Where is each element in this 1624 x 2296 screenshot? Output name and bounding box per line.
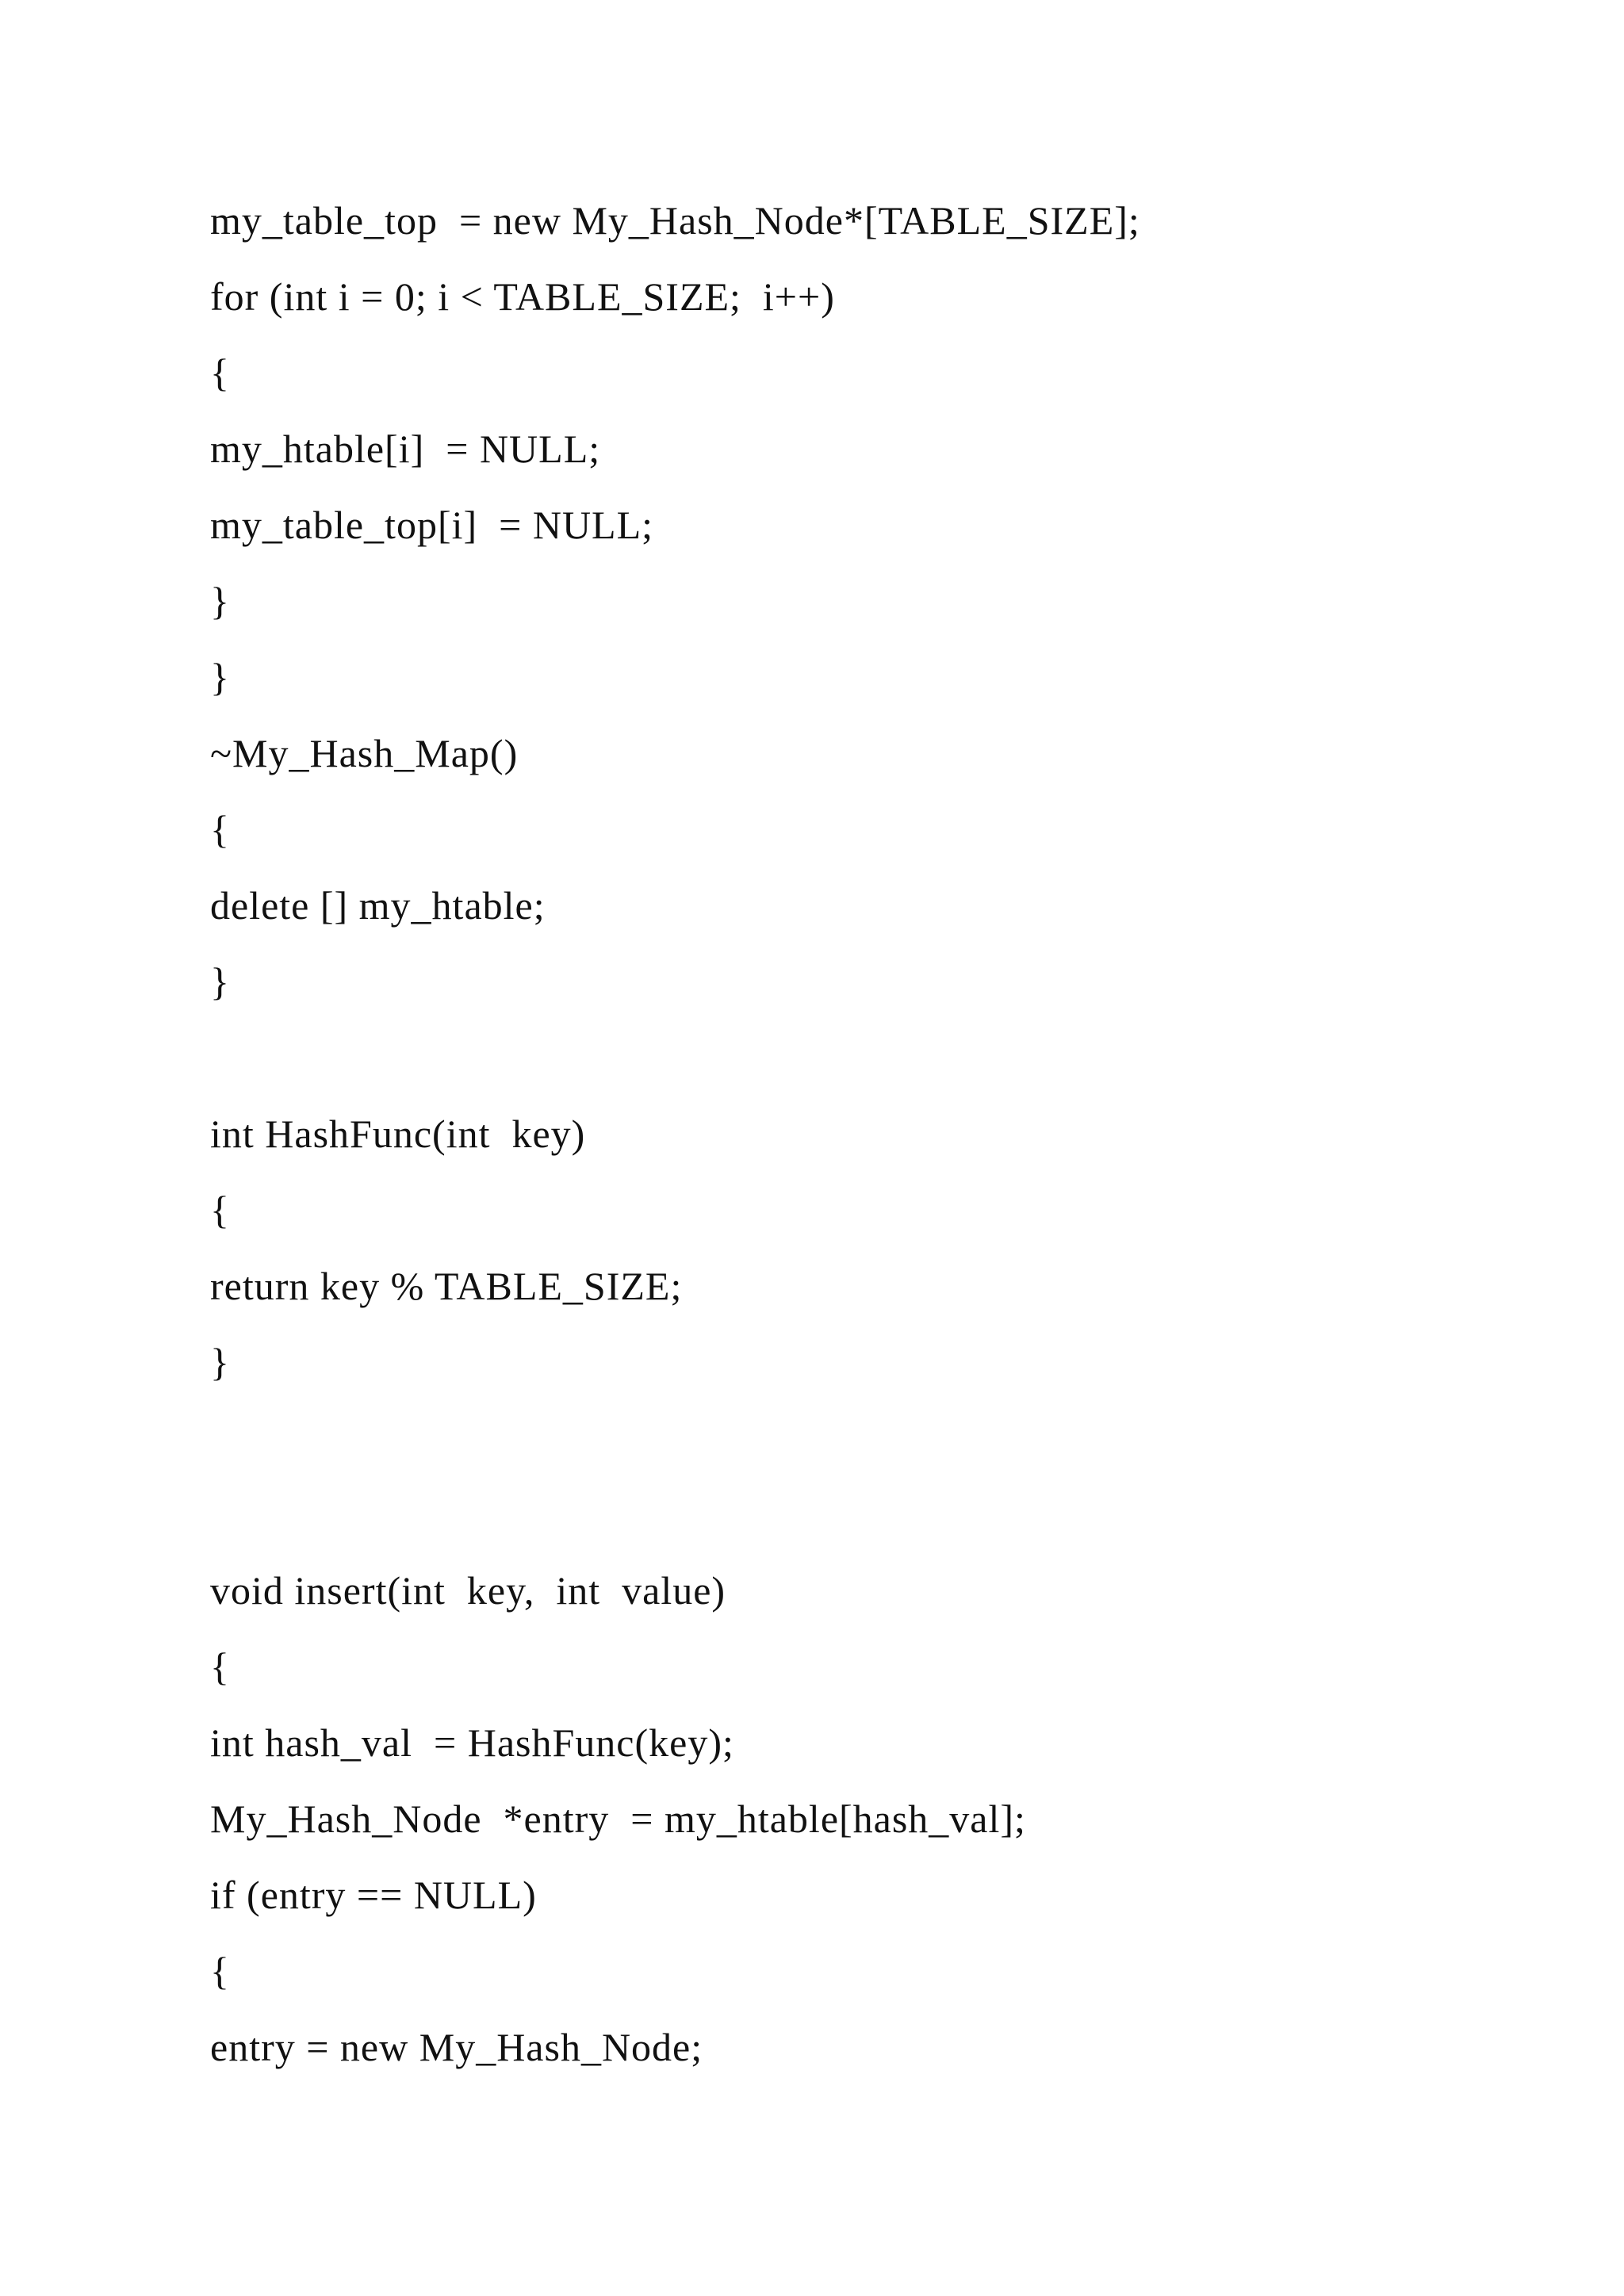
code-line-10: delete [] my_htable; bbox=[210, 883, 546, 928]
code-line-21: { bbox=[210, 1949, 230, 1993]
code-line-5: my_table_top[i] = NULL; bbox=[210, 503, 654, 547]
code-line-1: my_table_top = new My_Hash_Node*[TABLE_SIZE]; bbox=[210, 198, 1140, 243]
code-line-4: my_htable[i] = NULL; bbox=[210, 427, 601, 471]
code-line-7: } bbox=[210, 655, 230, 699]
code-line-19: My_Hash_Node *entry = my_htable[hash_val]; bbox=[210, 1797, 1026, 1841]
code-line-22: entry = new My_Hash_Node; bbox=[210, 2025, 703, 2069]
code-line-13: { bbox=[210, 1188, 230, 1232]
code-line-14: return key % TABLE_SIZE; bbox=[210, 1264, 683, 1308]
code-line-8: ~My_Hash_Map() bbox=[210, 731, 519, 775]
code-line-17: { bbox=[210, 1644, 230, 1689]
code-line-2: for (int i = 0; i < TABLE_SIZE; i++) bbox=[210, 274, 835, 319]
code-line-20: if (entry == NULL) bbox=[210, 1873, 537, 1917]
code-line-3: { bbox=[210, 350, 230, 395]
code-line-11: } bbox=[210, 959, 230, 1004]
code-line-16: void insert(int key, int value) bbox=[210, 1568, 726, 1613]
code-line-12: int HashFunc(int key) bbox=[210, 1112, 586, 1156]
code-line-9: { bbox=[210, 807, 230, 851]
code-line-6: } bbox=[210, 579, 230, 623]
code-line-15: } bbox=[210, 1340, 230, 1384]
code-line-18: int hash_val = HashFunc(key); bbox=[210, 1720, 734, 1765]
